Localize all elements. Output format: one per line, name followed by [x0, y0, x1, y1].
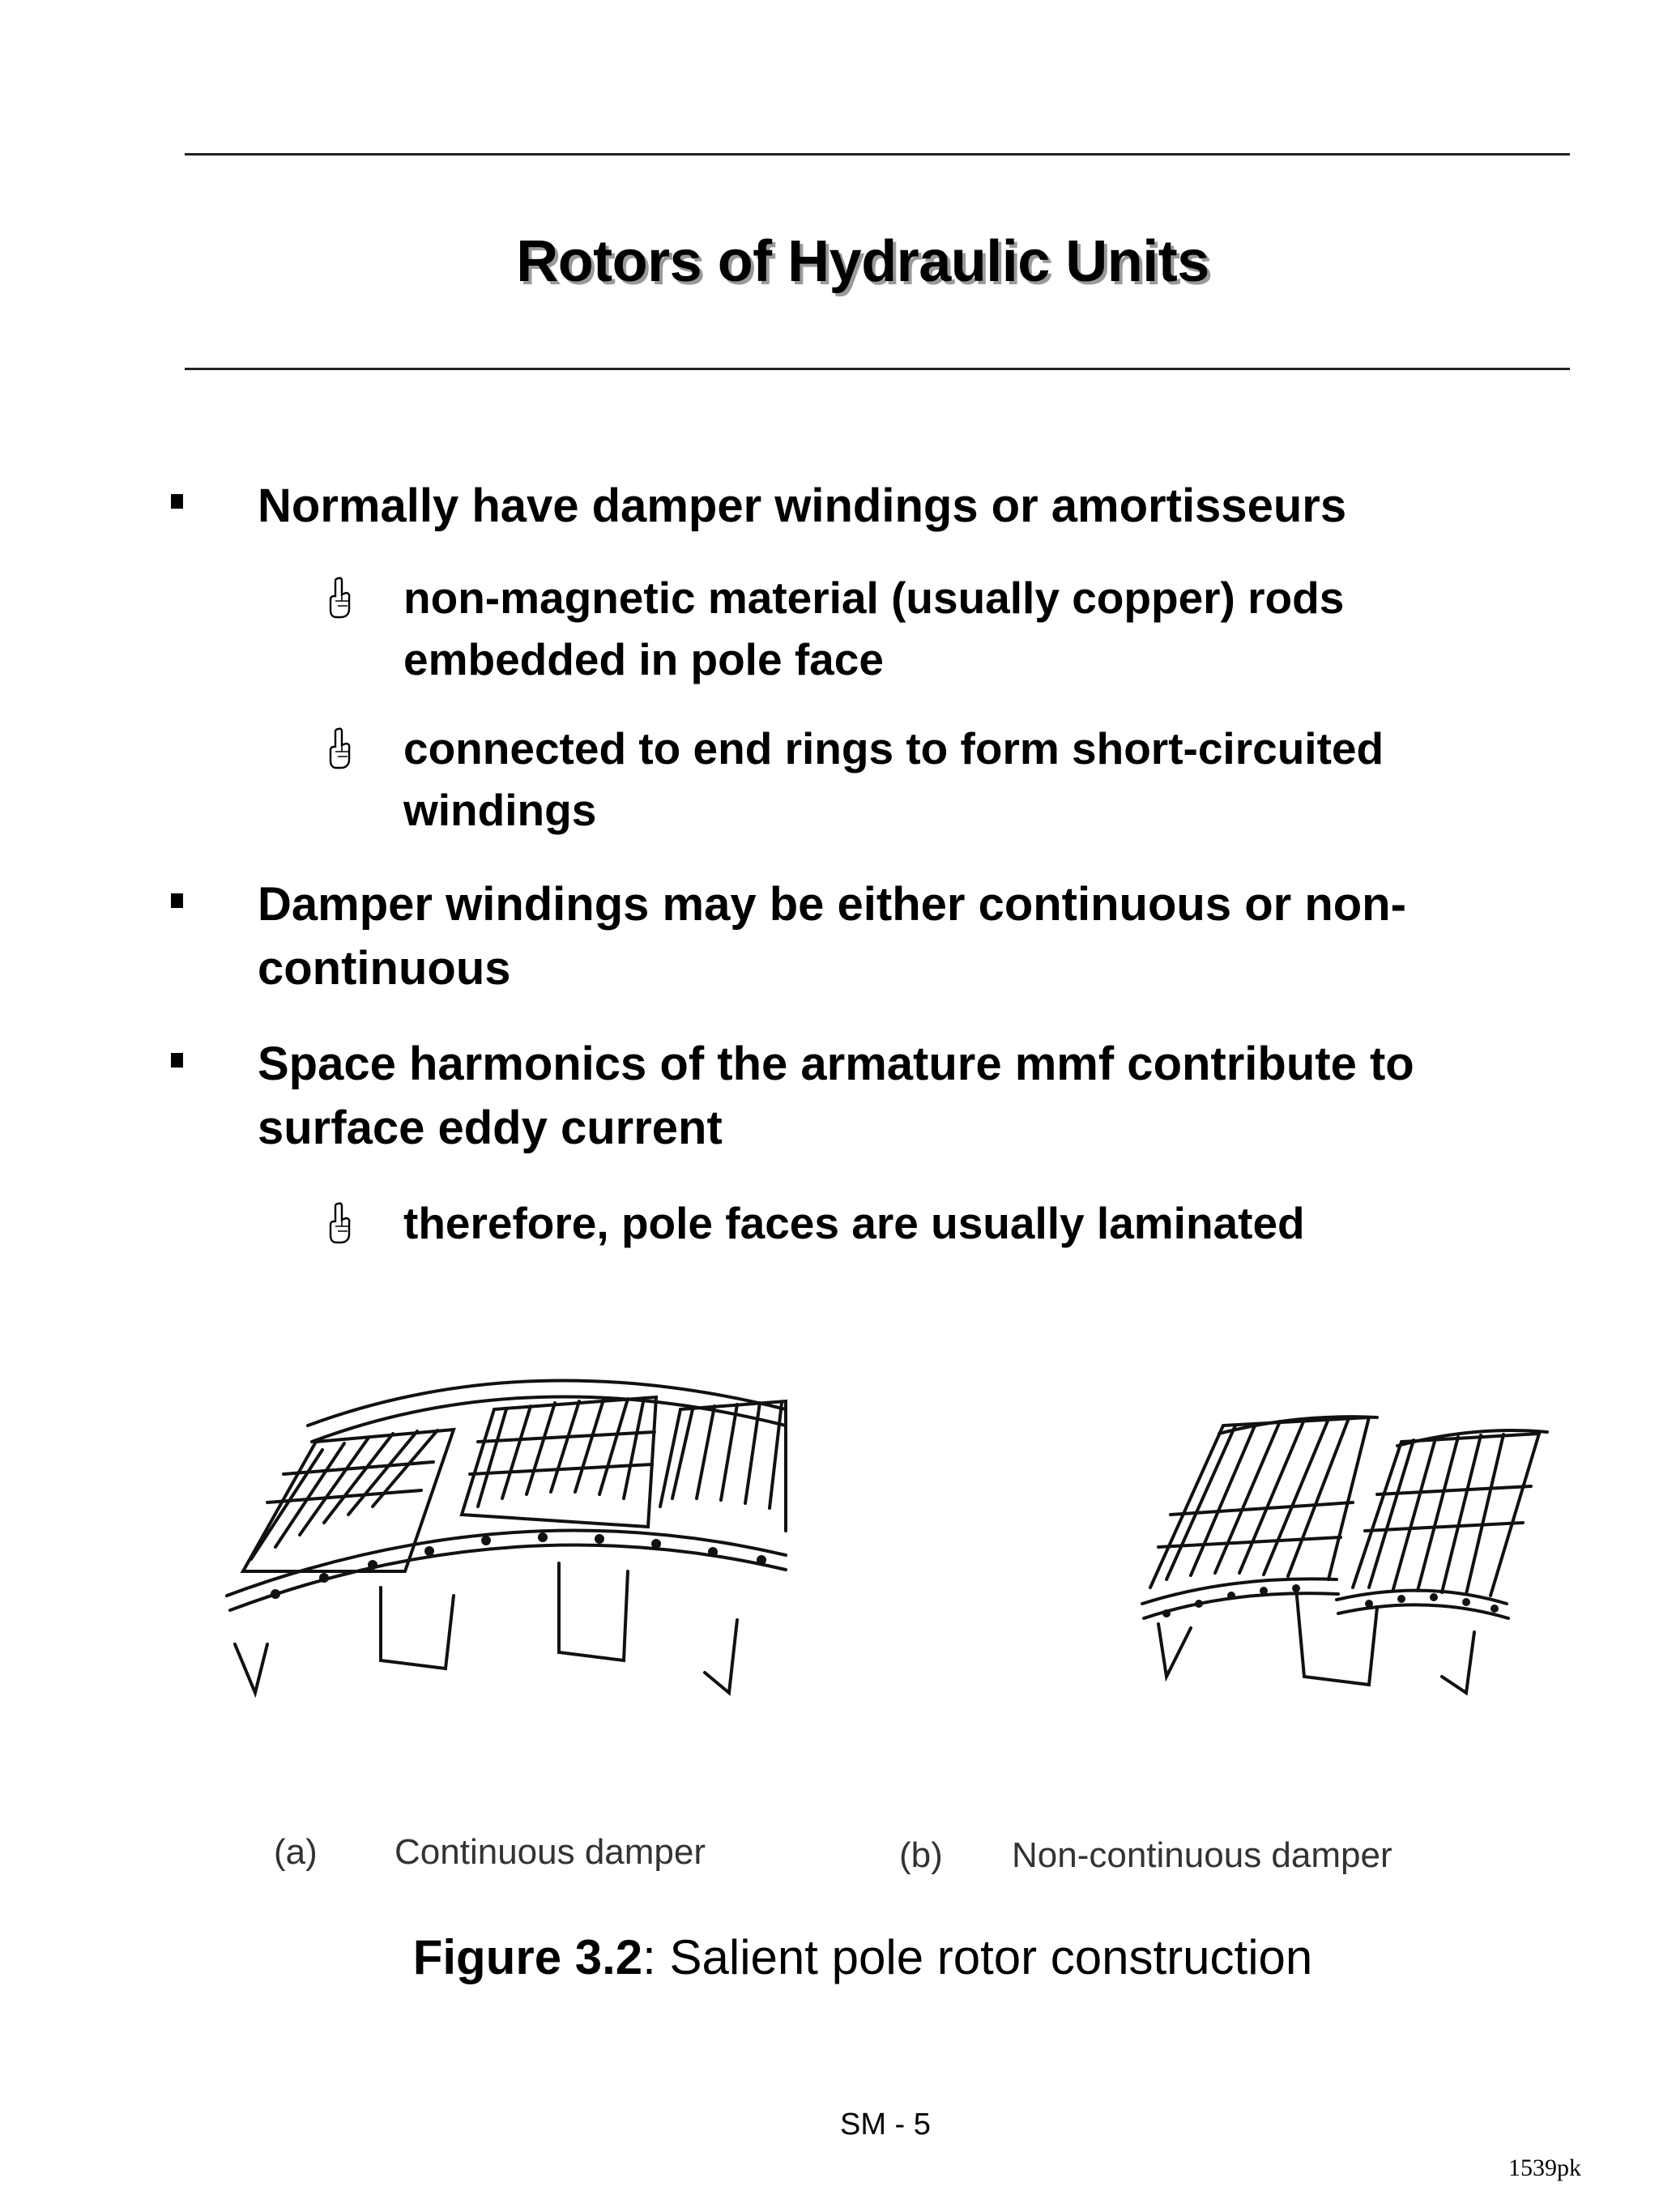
- page-number: SM - 5: [840, 2108, 931, 2142]
- bullet-3-line-1: Space harmonics of the armature mmf contribute to: [258, 1038, 1414, 1090]
- figure-caption: [0, 1929, 1659, 1985]
- square-bullet-icon: [171, 893, 183, 908]
- pointing-hand-icon: [328, 727, 352, 769]
- continuous-damper-drawing: [219, 1353, 802, 1725]
- square-bullet-icon: [171, 1053, 183, 1068]
- non-continuous-damper-drawing: [1134, 1401, 1588, 1725]
- bullet-1-text: Normally have damper windings or amortisseurs: [258, 479, 1347, 532]
- bullet-1-sub-2-line-1: connected to end rings to form short-circuited: [403, 723, 1384, 774]
- bullet-1-sub-2-line-2: windings: [403, 785, 597, 835]
- figure-caption-text: : Salient pole rotor construction: [642, 1930, 1313, 1984]
- top-rule: [185, 153, 1570, 156]
- bullet-1-sub-1-line-2: embedded in pole face: [403, 634, 884, 684]
- pointing-hand-icon: [328, 1202, 352, 1244]
- figure-b-label: Non-continuous damper: [1012, 1835, 1392, 1875]
- bottom-rule: [185, 368, 1570, 370]
- bullet-2-line-1: Damper windings may be either continuous or non-: [258, 878, 1406, 931]
- square-bullet-icon: [171, 494, 183, 509]
- bullet-3-line-2: surface eddy current: [258, 1102, 723, 1154]
- figure-caption-number: Figure 3.2: [412, 1930, 643, 1984]
- figure-b-letter: (b): [899, 1835, 943, 1875]
- bullet-3-sub-1: therefore, pole faces are usually laminated: [403, 1198, 1305, 1248]
- figure-a-letter: (a): [274, 1832, 318, 1872]
- document-code: 1539pk: [1508, 2154, 1581, 2181]
- pointing-hand-icon: [328, 577, 352, 619]
- figure-a-label: Continuous damper: [394, 1832, 706, 1872]
- bullet-2-line-2: continuous: [258, 942, 511, 995]
- page-title: Rotors of Hydraulic Units: [516, 229, 1209, 294]
- bullet-1-sub-1-line-1: non-magnetic material (usually copper) rods: [403, 573, 1345, 623]
